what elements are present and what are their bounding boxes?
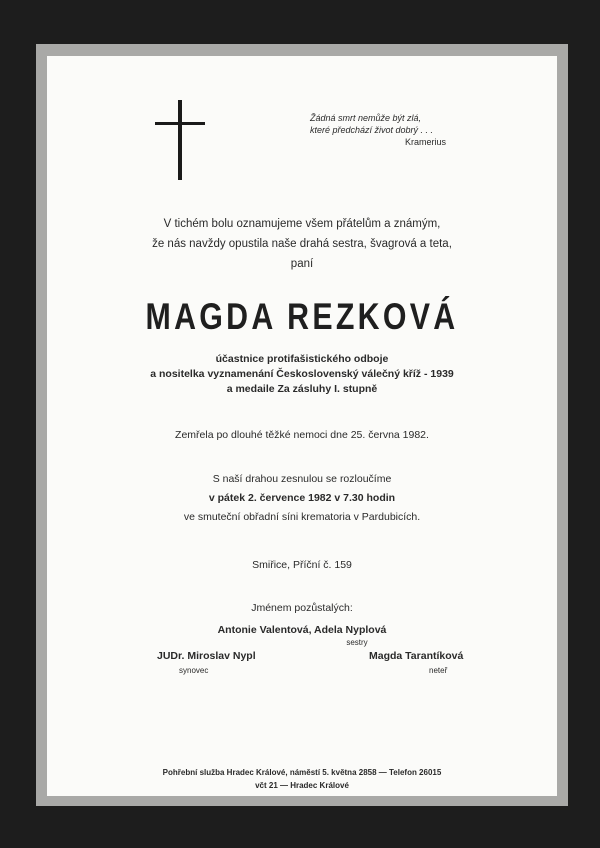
- announcement-line: paní: [290, 258, 314, 270]
- honors-line: účastnice protifašistického odboje: [215, 353, 389, 365]
- deceased-name: MAGDA REZKOVÁ: [145, 296, 459, 337]
- death-notice: Zemřela po dlouhé těžké nemoci dne 25. června 1982.: [175, 429, 429, 441]
- farewell-line: S naší drahou zesnulou se rozloučíme: [212, 473, 392, 485]
- sisters-names: Antonie Valentová, Adela Nyplová: [217, 624, 387, 636]
- announcement: [47, 214, 557, 274]
- mourner-niece: [369, 650, 463, 675]
- footer-line: Pohřební služba Hradec Králové, náměstí 5. května 2858 — Telefon 26015: [162, 768, 442, 777]
- obituary-sheet: [47, 56, 557, 796]
- farewell-date: v pátek 2. července 1982 v 7.30 hodin: [208, 492, 396, 504]
- quote-line: Žádná smrt nemůže být zlá,: [310, 113, 422, 123]
- farewell-details: [47, 470, 557, 527]
- niece-role: neteř: [429, 666, 448, 675]
- mourner-nephew: [157, 650, 256, 675]
- mourners-sisters: [47, 624, 557, 647]
- mourners-intro: Jménem pozůstalých:: [251, 602, 353, 614]
- cross-icon: [155, 100, 205, 180]
- announcement-line: že nás navždy opustila naše drahá sestra, švagrová a teta,: [152, 238, 452, 250]
- farewell-place: ve smuteční obřadní síni krematoria v Pardubicích.: [183, 511, 421, 523]
- nephew-name: JUDr. Miroslav Nypl: [157, 650, 256, 662]
- funeral-service-footer: [47, 766, 557, 792]
- quote-line: které předchází život dobrý . . .: [310, 125, 434, 135]
- honors-line: a medaile Za zásluhy I. stupně: [226, 383, 378, 395]
- nephew-role: synovec: [179, 666, 209, 675]
- announcement-line: V tichém bolu oznamujeme všem přátelům a známým,: [163, 218, 441, 230]
- quote-author: Kramerius: [405, 137, 447, 147]
- niece-name: Magda Tarantíková: [369, 650, 464, 662]
- epigraph-quote: [310, 112, 510, 148]
- sisters-role: sestry: [346, 638, 368, 647]
- honors-line: a nositelka vyznamenání Československý válečný kříž - 1939: [150, 368, 454, 380]
- footer-line: včt 21 — Hradec Králové: [255, 781, 349, 790]
- honors: [47, 352, 557, 397]
- address: Smiřice, Příční č. 159: [252, 559, 352, 571]
